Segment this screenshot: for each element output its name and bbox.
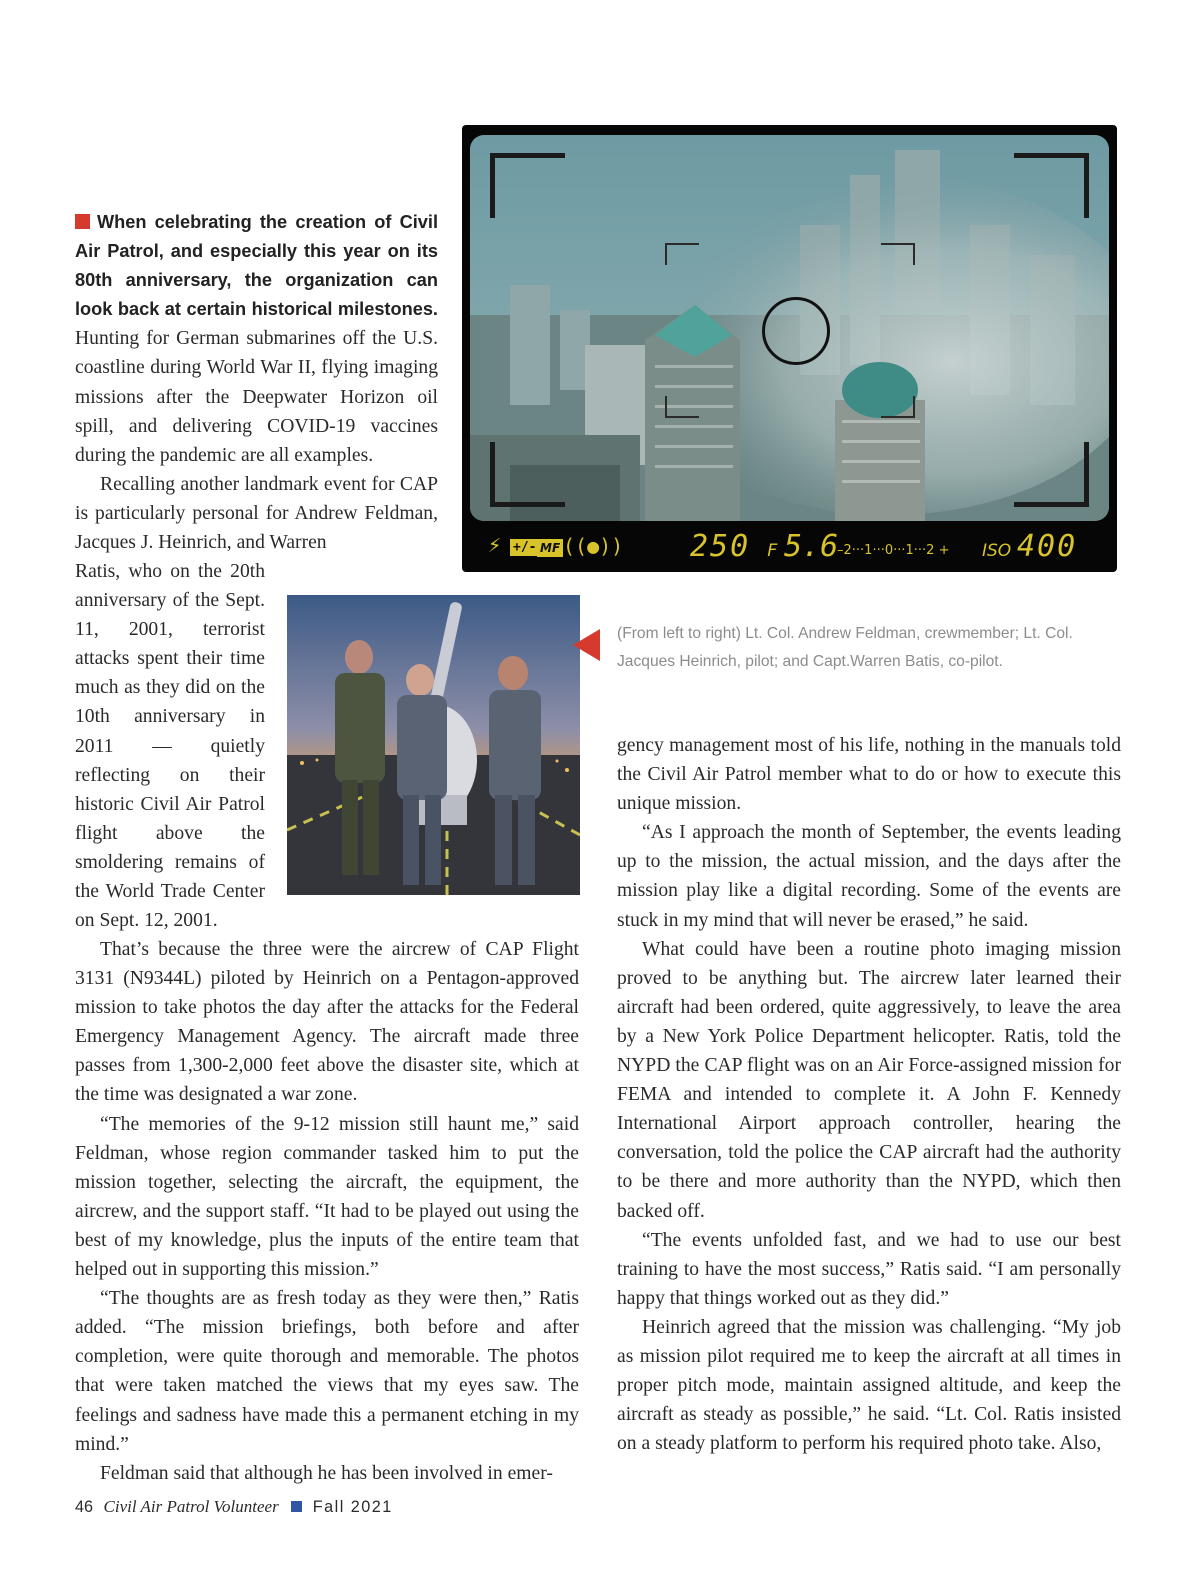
photo-caption: (From left to right) Lt. Col. Andrew Feldman, crewmember; Lt. Col. Jacques Heinrich, pilot; and Capt.Warren Batis, co-pilot.: [617, 625, 1073, 670]
section-marker-icon: [75, 214, 90, 229]
article-left-column: [75, 935, 579, 1488]
page-footer: [75, 1497, 393, 1517]
aerial-photo-image: [470, 135, 1109, 521]
paragraph-emergency-continued: gency management most of his life, nothing in the manuals told the Civil Air Patrol member what to do or how to execute this unique mission.: [617, 735, 1121, 815]
shutter-speed-readout: 250: [690, 529, 751, 564]
viewfinder-corner-top-right: [1014, 153, 1089, 218]
viewfinder-readout: [462, 529, 1117, 569]
paragraph-aircrew: That’s because the three were the aircrew of CAP Flight 3131 (N9344L) piloted by Heinrich on a Pentagon-approved mission to take photos the day after the attacks for the Federal Emergency Management Agency. The aircraft made three passes from 1,300-2,000 feet above the disaster site, which at the time was designated a war zone.: [75, 939, 579, 1106]
issue-label: Fall 2021: [312, 1498, 393, 1516]
article-wrap-block: [75, 557, 265, 935]
caption-pointer-icon: [573, 629, 600, 661]
paragraph-ratis-anniversary: Ratis, who on the 20th anniversary of the Sept. 11, 2001, terrorist attacks spent their time much as they did on the 10th anniversary in 2011 — quietly reflecting on their historic Civil Air Patrol flight above the smoldering remains of the World Trade Center on Sept. 12, 2001.: [75, 561, 265, 932]
paragraph-feldman-quote: “The memories of the 9-12 mission still haunt me,” said Feldman, whose region commander tasked him to put the mission together, selecting the aircraft, the equipment, the aircrew, and the support staff. “It had to be played out using the best of my knowledge, plus the inputs of the entire team that helped out in supporting this mission.”: [75, 1113, 579, 1281]
focus-confirm-icon: ((●)): [563, 534, 624, 558]
aerial-viewfinder-photo: [462, 125, 1117, 572]
paragraph-recalling: Recalling another landmark event for CAP is particularly personal for Andrew Feldman, Jacques J. Heinrich, and Warren: [75, 473, 438, 554]
lead-rest-text: Hunting for German submarines off the U.S. coastline during World War II, flying imaging missions after the Deepwater Horizon oil spill, and delivering COVID-19 vaccines during the pandemic are all examples.: [75, 328, 438, 466]
paragraph-routine-mission: What could have been a routine photo imaging mission proved to be anything but. The aircrew later learned their aircraft had been ordered, quite aggressively, to leave the area by a New York Police Department helicopter. Ratis, told the NYPD the CAP flight was on an Air Force-assigned mission for FEMA and intended to complete it. A John F. Kennedy International Airport approach controller, hearing the conversation, told the police the CAP aircraft had the authority to be there and more authority than the NYPD, which then backed off.: [617, 938, 1121, 1222]
publication-title: Civil Air Patrol Volunteer: [103, 1497, 279, 1516]
lead-paragraph: [75, 208, 438, 470]
paragraph-feldman-emergency: Feldman said that although he has been involved in emer-: [100, 1462, 553, 1484]
viewfinder-corner-bottom-left: [490, 442, 565, 507]
aperture-prefix: F: [767, 541, 778, 561]
aperture-readout: 5.6: [784, 529, 839, 564]
page-number: 46: [75, 1498, 94, 1516]
iso-readout: 400: [1017, 529, 1078, 564]
exposure-scale: –2···1···0···1···2 +: [837, 543, 950, 558]
aircrew-photo: [287, 595, 580, 895]
viewfinder-corner-top-left: [490, 153, 565, 218]
focus-circle: [762, 297, 830, 365]
paragraph-heinrich: Heinrich agreed that the mission was challenging. “My job as mission pilot required me to keep the aircraft at all times in proper pitch mode, maintain assigned altitude, and keep the aircraft as steady as possible,” he said. “Lt. Col. Ratis insisted on a steady platform to perform his required photo take. Also,: [617, 1316, 1121, 1455]
paragraph-events-unfolded: “The events unfolded fast, and we had to use our best training to have the most success,” Ratis said. “I am personally happy that things worked out as they did.”: [617, 1229, 1121, 1309]
flash-icon: ⚡: [488, 533, 502, 558]
footer-separator-icon: [291, 1501, 302, 1512]
article-right-column: [617, 731, 1121, 1458]
article-lead-block: [75, 208, 438, 557]
paragraph-september: “As I approach the month of September, the events leading up to the mission, the actual mission, and the days after the mission play like a digital recording. Some of the events are stuck in my mind that will never be erased,” he said.: [617, 822, 1121, 931]
iso-label: ISO: [982, 541, 1012, 561]
paragraph-ratis-quote: “The thoughts are as fresh today as they were then,” Ratis added. “The mission briefings, both before and after completion, were quite thorough and memorable. The photos that were taken matched the views that my eyes saw. The feelings and sadness have made this a permanent etching in my mind.”: [75, 1288, 579, 1455]
lead-bold-text: When celebrating the creation of Civil Air Patrol, and especially this year on its 80th anniversary, the organization can look back at certain historical milestones.: [75, 212, 438, 320]
exposure-compensation-icon: +/-: [510, 539, 539, 556]
manual-focus-icon: MF: [537, 539, 563, 557]
viewfinder-corner-bottom-right: [1014, 442, 1089, 507]
